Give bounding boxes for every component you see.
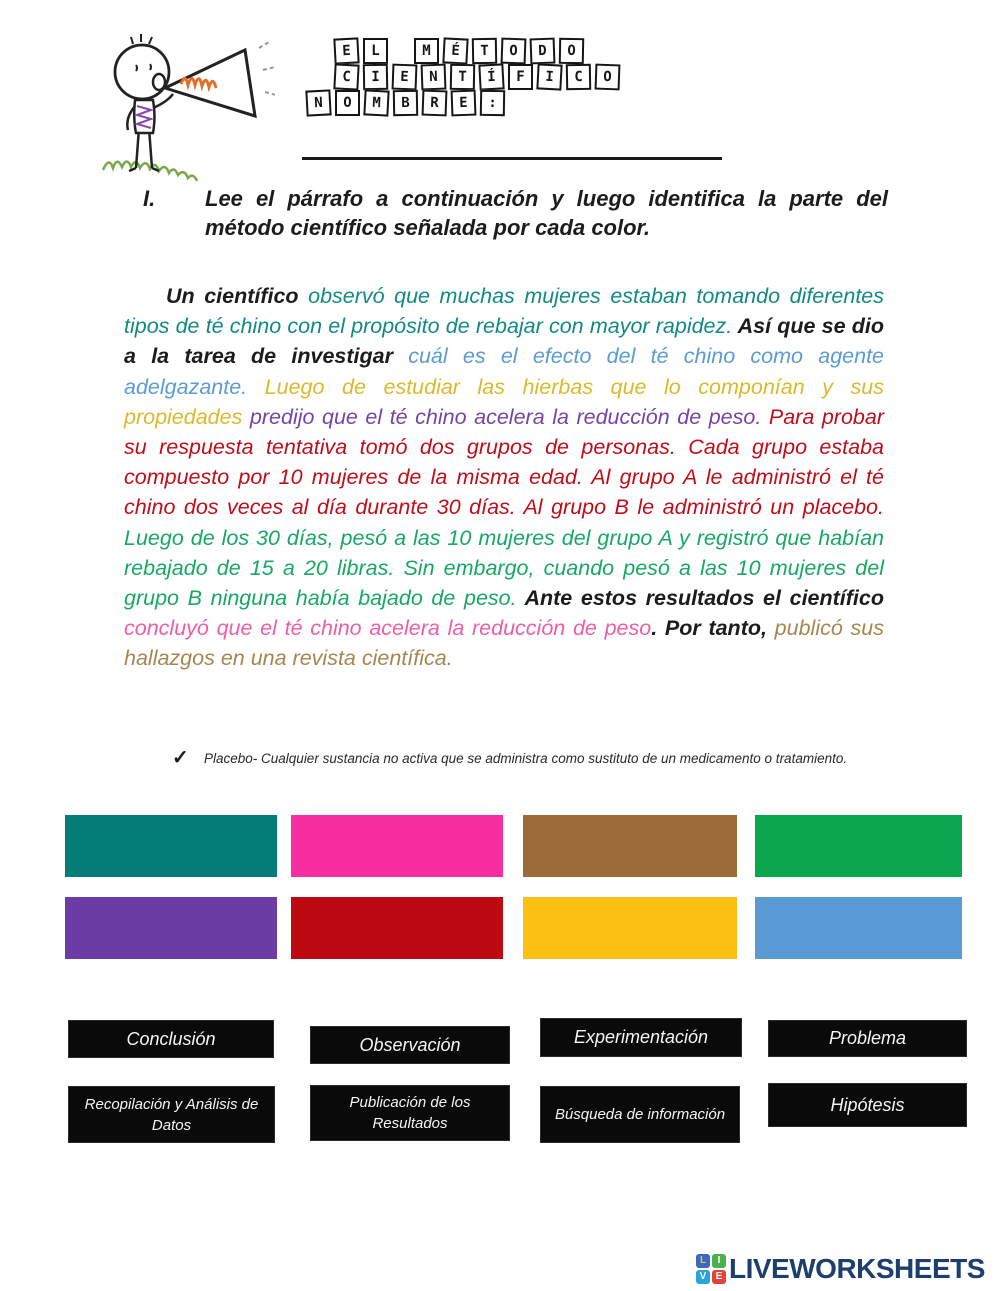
page-title xyxy=(334,38,874,90)
footnote-text: Placebo- Cualquier sustancia no activa que se administra como sustituto de un medicamento o tratamiento. xyxy=(204,751,848,766)
letter-tile: L xyxy=(363,38,388,64)
letter-tile: M xyxy=(363,89,389,116)
instruction-numeral: I. xyxy=(143,186,156,211)
paragraph-segment: Por tanto, xyxy=(664,616,775,641)
megaphone-character-illustration xyxy=(95,18,275,183)
paragraph-segment: cuál es el efecto del té chino como agente adelgazante. xyxy=(124,344,885,399)
letter-tile: Í xyxy=(478,63,504,90)
letter-tile: O xyxy=(501,38,527,65)
letter-tile: : xyxy=(480,90,505,116)
letter-tile: C xyxy=(333,63,359,90)
color-swatch-brown[interactable] xyxy=(523,815,737,877)
letter-tile: C xyxy=(566,64,591,90)
paragraph-segment: Luego de los 30 días, pesó a las 10 mujeres del grupo A y registró que habían rebajado de 15 a 20 libras. Sin embargo, cuando pesó a las 10 mujeres del grupo B ninguna había bajado de peso. xyxy=(124,525,884,611)
hair-strokes xyxy=(131,34,152,44)
paragraph-segment: Un científico xyxy=(166,284,309,308)
letter-tile: O xyxy=(335,90,360,116)
color-swatch-green[interactable] xyxy=(755,815,962,877)
paragraph-segment: . xyxy=(651,616,665,641)
letter-tile: I xyxy=(536,63,562,90)
letter-tile: D xyxy=(530,38,556,65)
answer-label-publicacion[interactable]: Publicación de los Resultados xyxy=(310,1085,510,1141)
letter-tile: É xyxy=(442,37,468,64)
liveworksheets-logo-text: LIVEWORKSHEETS xyxy=(729,1253,985,1284)
placebo-footnote xyxy=(172,748,884,769)
answer-label-conclusion[interactable]: Conclusión xyxy=(68,1020,274,1058)
color-swatch-pink[interactable] xyxy=(291,815,503,877)
grass-icon xyxy=(103,162,197,182)
checkmark-icon: ✓ xyxy=(172,747,189,769)
letter-tile: E xyxy=(333,37,359,64)
logo-letter-tile: L xyxy=(696,1254,710,1268)
letter-tile: R xyxy=(422,90,448,117)
letter-tile: T xyxy=(472,38,497,64)
letter-tile: B xyxy=(393,90,418,116)
paragraph-segment: Luego de estudiar las hierbas que lo componían y sus propiedades xyxy=(124,374,884,429)
answer-label-hipotesis[interactable]: Hipótesis xyxy=(768,1083,967,1127)
letter-tile: E xyxy=(451,90,477,117)
color-swatch-teal[interactable] xyxy=(65,815,277,877)
answer-label-recopilacion[interactable]: Recopilación y Análisis de Datos xyxy=(68,1086,275,1143)
color-swatch-red[interactable] xyxy=(291,897,503,959)
paragraph-segment: concluyó que el té chino acelera la reducción de peso xyxy=(124,616,652,641)
letter-tile: M xyxy=(414,38,439,64)
color-swatch-blue[interactable] xyxy=(755,897,962,959)
paragraph-segment: Así que se dio a la tarea de investigar xyxy=(124,314,884,369)
paragraph-segment: Ante estos resultados el científico xyxy=(516,586,884,611)
letter-tile: O xyxy=(595,64,621,91)
paragraph-segment: predijo que el té chino acelera la reducción de peso. xyxy=(249,404,762,429)
logo-letter-tile: E xyxy=(712,1270,726,1284)
paragraph-segment: Para probar su respuesta tentativa tomó dos grupos de personas. Cada grupo estaba compuesto por 10 mujeres de la misma edad. Al grupo A le administró el té chino dos veces al día durante 30 días. Al grupo B le administró un placebo. xyxy=(124,404,884,520)
logo-letter-tile: I xyxy=(712,1254,726,1268)
color-swatch-yellow[interactable] xyxy=(523,897,737,959)
letter-tile: E xyxy=(392,64,418,91)
letter-tile: N xyxy=(421,64,447,91)
name-blank-line[interactable] xyxy=(302,157,722,160)
letter-tile: I xyxy=(363,64,388,90)
liveworksheets-logo xyxy=(696,1253,985,1285)
answer-label-observacion[interactable]: Observación xyxy=(310,1026,510,1064)
colored-paragraph xyxy=(124,281,884,674)
instruction-text: Lee el párrafo a continuación y luego identifica la parte del método científico señalada por cada color. xyxy=(205,186,888,240)
logo-letter-tile: V xyxy=(696,1270,710,1284)
letter-tile: N xyxy=(305,89,331,116)
letter-tile: T xyxy=(450,64,475,90)
name-label xyxy=(306,90,706,116)
paragraph-segment: observó que muchas mujeres estaban tomando diferentes tipos de té chino con el propósito de rebajar con mayor rapidez. xyxy=(124,284,884,339)
letter-tile: O xyxy=(559,38,584,64)
liveworksheets-logo-icon xyxy=(696,1254,726,1284)
answer-label-experimentacion[interactable]: Experimentación xyxy=(540,1018,742,1057)
letter-tile: F xyxy=(508,64,533,90)
paragraph-segment: publicó sus hallazgos en una revista científica. xyxy=(124,616,884,671)
instruction-block xyxy=(143,184,888,242)
answer-label-busqueda[interactable]: Búsqueda de información xyxy=(540,1086,740,1143)
color-swatch-purple[interactable] xyxy=(65,897,277,959)
sound-lines xyxy=(259,42,275,95)
answer-label-problema[interactable]: Problema xyxy=(768,1020,967,1057)
